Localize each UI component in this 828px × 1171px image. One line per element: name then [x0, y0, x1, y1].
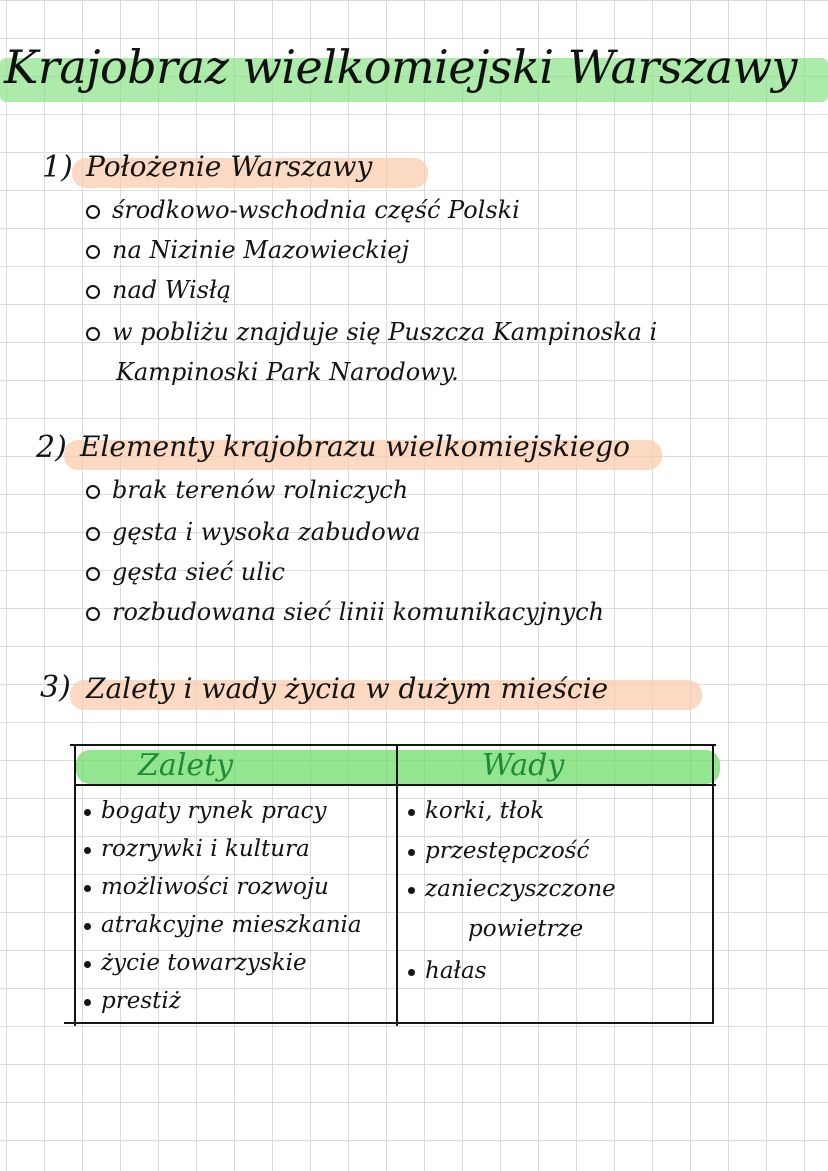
table-cell-zaleta: możliwości rozwoju	[84, 874, 329, 900]
section-1-heading: Położenie Warszawy	[86, 150, 373, 183]
bullet-dot-icon	[408, 969, 415, 976]
circle-bullet-icon	[86, 485, 100, 499]
bullet-dot-icon	[84, 961, 91, 968]
table-cell-zaleta: bogaty rynek pracy	[84, 798, 327, 824]
circle-bullet-icon	[86, 567, 100, 581]
list-item: nad Wisłą	[86, 276, 231, 304]
table-cell-zaleta: atrakcyjne mieszkania	[84, 912, 362, 938]
bullet-dot-icon	[84, 885, 91, 892]
circle-bullet-icon	[86, 327, 100, 341]
table-cell-zaleta: prestiż	[84, 988, 181, 1014]
column-header-wady: Wady	[482, 748, 565, 783]
bullet-dot-icon	[84, 999, 91, 1006]
bullet-dot-icon	[408, 849, 415, 856]
circle-bullet-icon	[86, 245, 100, 259]
table-left-border	[74, 744, 76, 1026]
circle-bullet-icon	[86, 607, 100, 621]
list-item: środkowo-wschodnia część Polski	[86, 196, 520, 224]
circle-bullet-icon	[86, 205, 100, 219]
bullet-dot-icon	[84, 809, 91, 816]
list-item: brak terenów rolniczych	[86, 476, 408, 504]
section-3-number: 3)	[40, 670, 71, 705]
list-item: rozbudowana sieć linii komunikacyjnych	[86, 598, 604, 626]
section-2-number: 2)	[36, 430, 67, 465]
table-column-divider	[396, 744, 398, 1026]
table-cell-wada: przestępczość	[408, 838, 589, 864]
list-item-continuation: Kampinoski Park Narodowy.	[116, 358, 459, 386]
list-item: gęsta i wysoka zabudowa	[86, 518, 421, 546]
table-bottom-border	[64, 1022, 714, 1024]
table-cell-zaleta: życie towarzyskie	[84, 950, 307, 976]
column-header-zalety: Zalety	[138, 748, 234, 783]
table-top-border	[70, 744, 716, 746]
table-header-divider	[74, 784, 716, 786]
list-item: na Nizinie Mazowieckiej	[86, 236, 409, 264]
section-3-heading: Zalety i wady życia w dużym mieście	[86, 672, 609, 705]
table-cell-wada-continuation: powietrze	[468, 916, 584, 942]
bullet-dot-icon	[84, 923, 91, 930]
circle-bullet-icon	[86, 285, 100, 299]
table-cell-wada: hałas	[408, 958, 487, 984]
bullet-dot-icon	[408, 809, 415, 816]
page-title: Krajobraz wielkomiejski Warszawy	[4, 40, 797, 94]
bullet-dot-icon	[408, 887, 415, 894]
circle-bullet-icon	[86, 527, 100, 541]
list-item: gęsta sieć ulic	[86, 558, 285, 586]
table-cell-zaleta: rozrywki i kultura	[84, 836, 310, 862]
list-item: w pobliżu znajduje się Puszcza Kampinoska i	[86, 318, 657, 346]
pros-cons-table	[68, 744, 716, 1026]
table-cell-wada: korki, tłok	[408, 798, 544, 824]
bullet-dot-icon	[84, 847, 91, 854]
table-cell-wada: zanieczyszczone	[408, 876, 616, 902]
section-1-number: 1)	[42, 150, 73, 185]
table-right-border	[712, 744, 714, 1024]
section-2-heading: Elementy krajobrazu wielkomiejskiego	[80, 430, 631, 463]
